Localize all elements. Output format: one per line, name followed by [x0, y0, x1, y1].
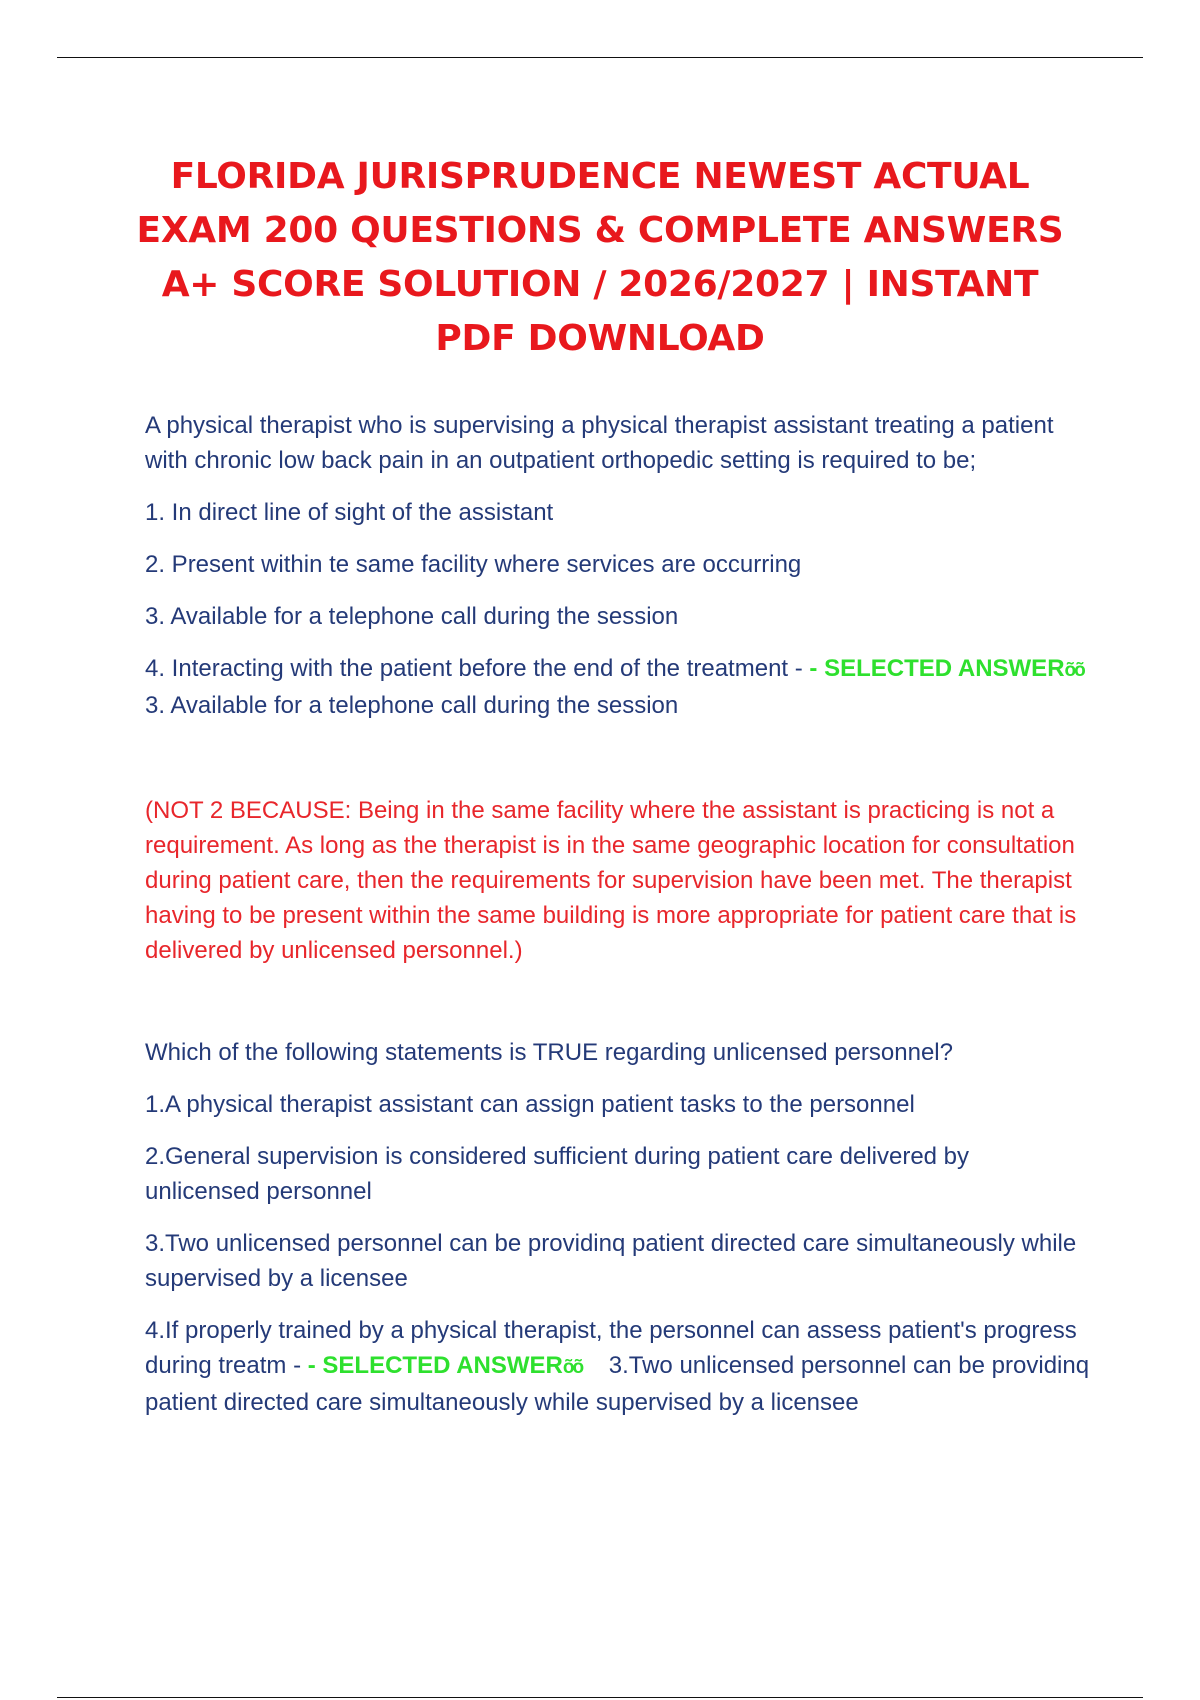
question-2-option-1: 1.A physical therapist assistant can assign patient tasks to the personnel [145, 1091, 915, 1118]
question-2-option-3: 3.Two unlicensed personnel can be providinq patient directed care simultaneously while supervised by a licensee [145, 1230, 1077, 1292]
question-1-stem: A physical therapist who is supervising a physical therapist assistant treating a patient with chronic low back pain in an outpatient orthopedic setting is required to be; [145, 412, 1054, 474]
question-1-option-1: 1. In direct line of sight of the assistant [145, 499, 554, 526]
selected-answer-marks: õõ [1064, 660, 1084, 681]
question-2-answer: 3.Two unlicensed personnel can be providinq patient directed care simultaneously while supervised by a licensee [145, 1352, 1090, 1416]
selected-answer-marks: õõ [562, 1357, 583, 1378]
question-1-explanation: (NOT 2 BECAUSE: Being in the same facility where the assistant is practicing is not a requirement. As long as the therapist is in the same geographic location for consultation during patient care, then the requirements for supervision have been met. The therapist having to be present within the same building is more appropriate for patient care that is delivered by unlicensed personnel.) [145, 797, 1077, 964]
question-1-option-4-text: 4. Interacting with the patient before the end of the treatment - [145, 655, 810, 682]
selected-answer-label: - SELECTED ANSWER [307, 1352, 563, 1379]
question-2 [145, 1035, 1090, 1437]
question-1 [145, 408, 1090, 723]
top-rule [57, 57, 1143, 58]
question-1-option-3: 3. Available for a telephone call during the session [145, 603, 679, 630]
question-2-option-4-text: 4.If properly trained by a physical therapist, the personnel can assess patient's progress during treatm - [145, 1317, 1077, 1379]
selected-answer-label: - SELECTED ANSWER [809, 655, 1065, 682]
question-1-option-2: 2. Present within te same facility where services are occurring [145, 551, 802, 578]
document-title: FLORIDA JURISPRUDENCE NEWEST ACTUAL EXAM 200 QUESTIONS & COMPLETE ANSWERS A+ SCORE SOLUTION / 2026/2027 | INSTANT PDF DOWNLOAD [136, 156, 1064, 359]
question-2-option-4 [145, 1313, 1090, 1420]
question-1-answer: 3. Available for a telephone call during the session [145, 692, 679, 719]
question-2-option-2: 2.General supervision is considered sufficient during patient care delivered by unlicensed personnel [145, 1143, 970, 1205]
bottom-rule [57, 1697, 1143, 1698]
question-1-option-4 [145, 651, 1090, 688]
question-2-stem: Which of the following statements is TRUE regarding unlicensed personnel? [145, 1039, 953, 1066]
